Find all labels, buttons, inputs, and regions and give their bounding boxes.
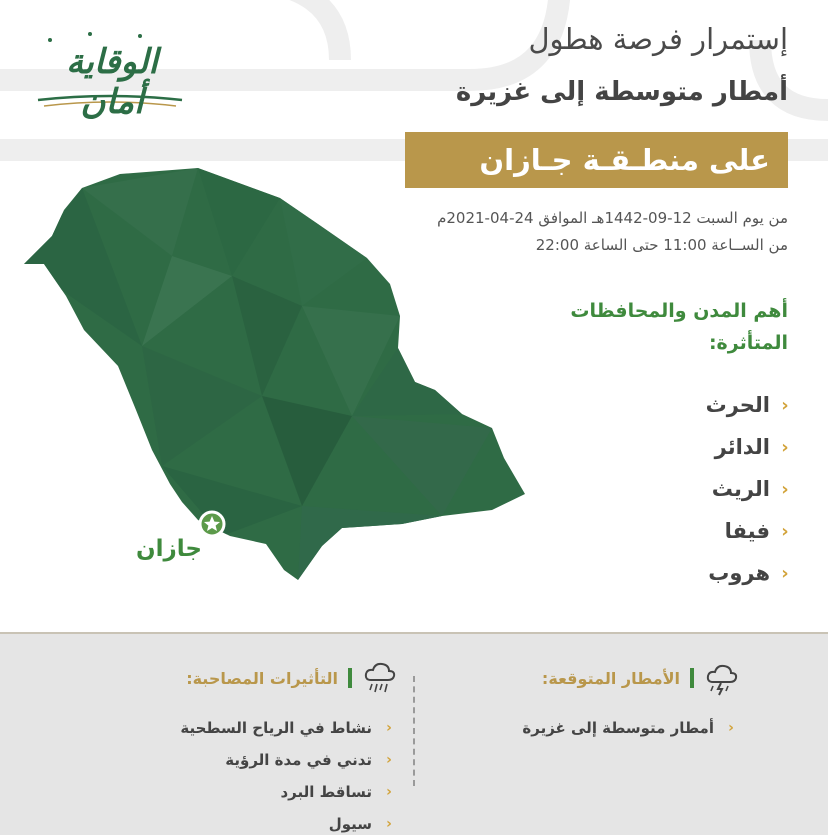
list-item <box>592 510 792 552</box>
affected-heading <box>488 295 788 359</box>
expected-rain-title: الأمطار المتوقعة: <box>541 668 680 688</box>
list-item <box>592 384 792 426</box>
logo-text: الوقاية أمان <box>66 42 158 122</box>
headline-line1: إستمرار فرصة هطول <box>528 22 788 56</box>
time-line: من الســاعة 11:00 حتى الساعة 22:00 <box>535 236 788 254</box>
column-divider <box>413 676 415 786</box>
effects-header <box>98 658 398 698</box>
expected-rain-list <box>440 712 740 744</box>
effect-item: نشاط في الرياح السطحية <box>180 719 372 737</box>
date-line: من يوم السبت 12-09-1442هـ الموافق 24-04-2021م <box>437 209 788 227</box>
list-item <box>98 776 398 808</box>
list-item <box>592 468 792 510</box>
chevron-left-icon: ‹ <box>781 436 789 458</box>
affected-heading-line1: أهم المدن والمحافظات <box>570 300 788 322</box>
map-facets <box>24 168 492 580</box>
effects-section <box>98 658 398 835</box>
affected-heading-line2: المتأثرة: <box>708 332 788 354</box>
chevron-left-icon: ‹ <box>781 562 789 584</box>
section-accent-bar <box>348 668 352 688</box>
city-name: فيفا <box>724 519 770 543</box>
chevron-left-icon: ‹ <box>386 816 392 832</box>
chevron-left-icon: ‹ <box>386 752 392 768</box>
expected-rain-header <box>440 658 740 698</box>
saudi-arabia-map <box>22 166 527 586</box>
list-item <box>592 426 792 468</box>
map-shape <box>24 168 525 580</box>
affected-cities-list <box>592 384 792 594</box>
effects-list <box>98 712 398 835</box>
effects-title: التأثيرات المصاحبة: <box>186 668 338 688</box>
chevron-left-icon: ‹ <box>386 784 392 800</box>
list-item <box>440 712 740 744</box>
headline-line2: أمطار متوسطة إلى غزيرة <box>455 77 788 107</box>
chevron-left-icon: ‹ <box>728 720 734 736</box>
thunderstorm-cloud-icon <box>704 660 740 696</box>
chevron-left-icon: ‹ <box>781 520 789 542</box>
list-item <box>98 744 398 776</box>
chevron-left-icon: ‹ <box>781 394 789 416</box>
chevron-left-icon: ‹ <box>781 478 789 500</box>
headline-line3: على منطـقـة جـازان <box>479 143 770 177</box>
city-name: الريث <box>711 477 770 501</box>
expected-rain-item: أمطار متوسطة إلى غزيرة <box>522 719 714 737</box>
expected-rain-section <box>440 658 740 744</box>
section-accent-bar <box>690 668 694 688</box>
chevron-left-icon: ‹ <box>386 720 392 736</box>
list-item <box>98 712 398 744</box>
bottom-panel <box>0 632 828 835</box>
brand-logo <box>30 22 190 122</box>
city-name: الدائر <box>714 435 770 459</box>
list-item <box>592 552 792 594</box>
map-city-label: جازان <box>136 536 202 562</box>
effect-item: تدني في مدة الرؤية <box>225 751 372 769</box>
rain-cloud-icon <box>362 660 398 696</box>
effect-item: سيول <box>328 815 372 833</box>
region-banner <box>405 132 788 188</box>
city-name: هروب <box>708 561 770 585</box>
list-item <box>98 808 398 835</box>
city-name: الحرث <box>705 393 770 417</box>
effect-item: تساقط البرد <box>280 783 372 801</box>
